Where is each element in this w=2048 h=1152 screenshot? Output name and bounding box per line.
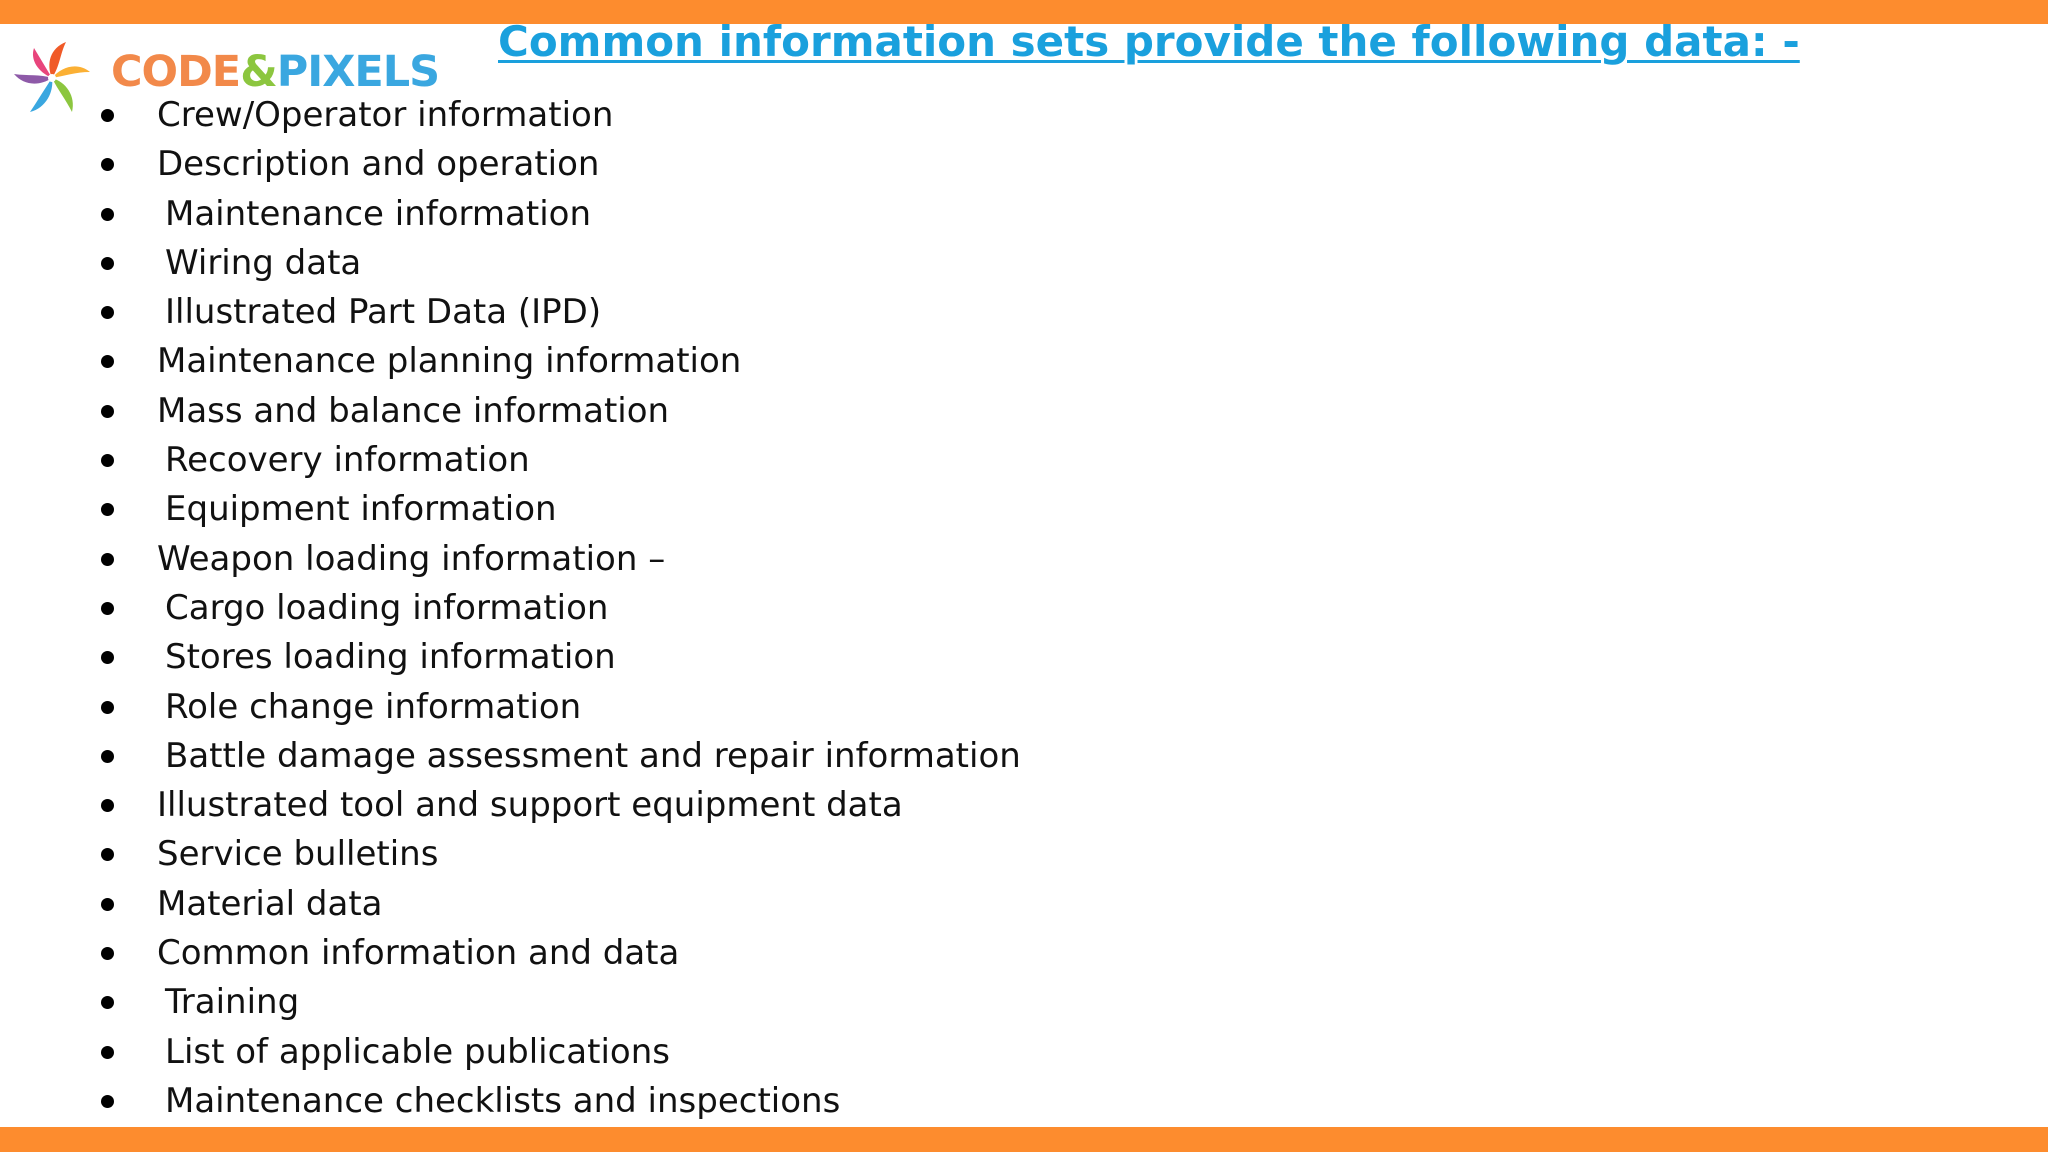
bullet-icon (101, 898, 114, 911)
bullet-icon (101, 454, 114, 467)
list-item (0, 584, 1100, 633)
list-item-text: Battle damage assessment and repair information (165, 735, 1021, 776)
list-item (0, 436, 1100, 485)
bullet-icon (101, 1095, 114, 1108)
list-item-text: Maintenance information (165, 193, 591, 234)
list-item-text: Description and operation (157, 144, 600, 185)
bullet-icon (101, 257, 114, 270)
list-item (0, 337, 1100, 386)
list-item (0, 732, 1100, 781)
bottom-accent-bar (0, 1127, 2048, 1152)
list-item (0, 830, 1100, 879)
list-item (0, 929, 1100, 978)
logo-pixels-text: PIXELS (276, 47, 440, 97)
list-item-text: Crew/Operator information (157, 95, 614, 135)
bullet-icon (101, 306, 114, 319)
list-item-text: Weapon loading information – (157, 538, 666, 579)
list-item-text: Illustrated tool and support equipment data (157, 785, 903, 826)
bullet-icon (101, 701, 114, 714)
list-item (0, 485, 1100, 534)
list-item-text: Maintenance checklists and inspections (165, 1080, 841, 1121)
bullet-icon (101, 405, 114, 418)
list-item (0, 683, 1100, 732)
information-sets-list (0, 91, 1100, 1126)
bullet-icon (101, 799, 114, 812)
list-item-text: Maintenance planning information (157, 341, 742, 382)
list-item (0, 387, 1100, 436)
list-item-text: Role change information (165, 686, 582, 727)
list-item-text: Recovery information (165, 440, 530, 481)
logo-code-text: CODE (111, 47, 241, 97)
list-item (0, 1077, 1100, 1126)
list-item (0, 288, 1100, 337)
list-item-text: Stores loading information (165, 637, 616, 678)
list-item-text: Mass and balance information (157, 390, 670, 431)
list-item-text: Cargo loading information (165, 587, 609, 628)
list-item (0, 190, 1100, 239)
list-item (0, 140, 1100, 189)
bullet-icon (101, 503, 114, 516)
bullet-icon (101, 848, 114, 861)
list-item (0, 633, 1100, 682)
list-item-text: Common information and data (157, 933, 680, 974)
bullet-icon (101, 158, 114, 171)
list-item (0, 91, 1100, 140)
bullet-icon (101, 208, 114, 221)
bullet-icon (101, 651, 114, 664)
list-item (0, 1028, 1100, 1077)
slide-title: Common information sets provide the following data: - (498, 17, 1800, 66)
list-item-text: Illustrated Part Data (IPD) (165, 292, 602, 333)
bullet-icon (101, 947, 114, 960)
bullet-icon (101, 1046, 114, 1059)
list-item (0, 880, 1100, 929)
list-item-text: Training (165, 982, 300, 1023)
logo-ampersand: & (240, 47, 277, 97)
list-item-text: Equipment information (165, 489, 557, 530)
bullet-icon (101, 996, 114, 1009)
list-item (0, 978, 1100, 1027)
list-item-text: Material data (157, 883, 383, 924)
bullet-icon (101, 109, 114, 122)
list-item (0, 535, 1100, 584)
bullet-icon (101, 355, 114, 368)
list-item-text: Service bulletins (157, 834, 439, 875)
list-item-text: List of applicable publications (165, 1031, 670, 1072)
bullet-icon (101, 750, 114, 763)
list-item (0, 781, 1100, 830)
list-item (0, 239, 1100, 288)
bullet-icon (101, 602, 114, 615)
list-item-text: Wiring data (165, 242, 362, 283)
bullet-icon (101, 553, 114, 566)
